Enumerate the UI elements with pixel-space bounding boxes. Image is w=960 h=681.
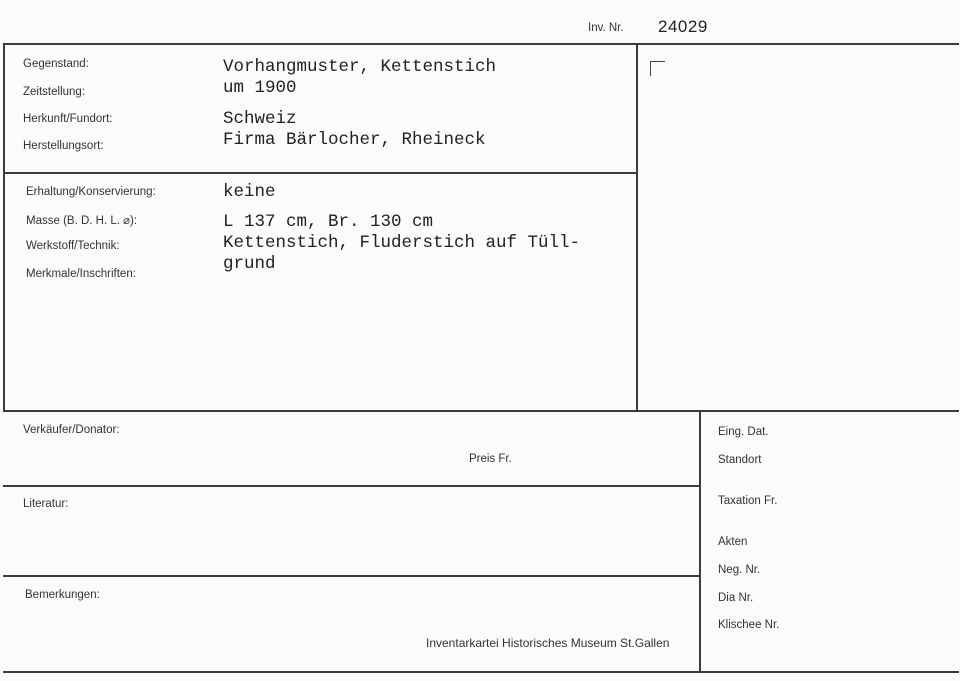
value-herstellungsort: Firma Bärlocher, Rheineck [223, 130, 486, 150]
label-taxation: Taxation Fr. [718, 495, 778, 507]
rule-bottom [3, 671, 959, 673]
rule-mid-vertical [636, 43, 638, 412]
value-masse: L 137 cm, Br. 130 cm [223, 212, 434, 232]
rule-middle [3, 410, 959, 412]
inv-number: 24029 [658, 17, 708, 36]
label-preis: Preis Fr. [469, 453, 512, 465]
value-werkstoff-line2: grund [223, 254, 276, 274]
label-literatur: Literatur: [23, 498, 69, 510]
value-werkstoff-line1: Kettenstich, Fluderstich auf Tüll- [223, 233, 581, 253]
label-zeitstellung: Zeitstellung: [23, 86, 86, 98]
rule-literatur [3, 485, 700, 487]
label-eing-dat: Eing. Dat. [718, 426, 769, 438]
label-bemerkungen: Bemerkungen: [25, 589, 100, 601]
label-merkmale: Merkmale/Inschriften: [26, 268, 136, 280]
label-neg-nr: Neg. Nr. [718, 564, 761, 576]
label-klischee-nr: Klischee Nr. [718, 619, 780, 631]
value-zeitstellung: um 1900 [223, 78, 297, 98]
rule-left [3, 43, 5, 411]
label-akten: Akten [718, 536, 748, 548]
corner-mark-icon [650, 61, 665, 76]
label-gegenstand: Gegenstand: [23, 58, 89, 70]
label-verkaeufer: Verkäufer/Donator: [23, 424, 120, 436]
rule-top [3, 43, 959, 45]
label-werkstoff: Werkstoff/Technik: [26, 240, 120, 252]
inv-label: Inv. Nr. [588, 22, 624, 34]
label-standort: Standort [718, 454, 762, 466]
label-erhaltung: Erhaltung/Konservierung: [26, 186, 156, 198]
label-masse: Masse (B. D. H. L. ⌀): [26, 215, 138, 227]
rule-right-column [699, 410, 701, 672]
value-gegenstand: Vorhangmuster, Kettenstich [223, 57, 497, 77]
rule-bemerkungen [3, 575, 700, 577]
label-herkunft: Herkunft/Fundort: [23, 113, 113, 125]
rule-section-divider [3, 172, 637, 174]
value-erhaltung: keine [223, 182, 276, 202]
footer-institution: Inventarkartei Historisches Museum St.Gallen [426, 636, 670, 650]
label-dia-nr: Dia Nr. [718, 592, 754, 604]
label-herstellungsort: Herstellungsort: [23, 140, 104, 152]
value-herkunft: Schweiz [223, 109, 297, 129]
